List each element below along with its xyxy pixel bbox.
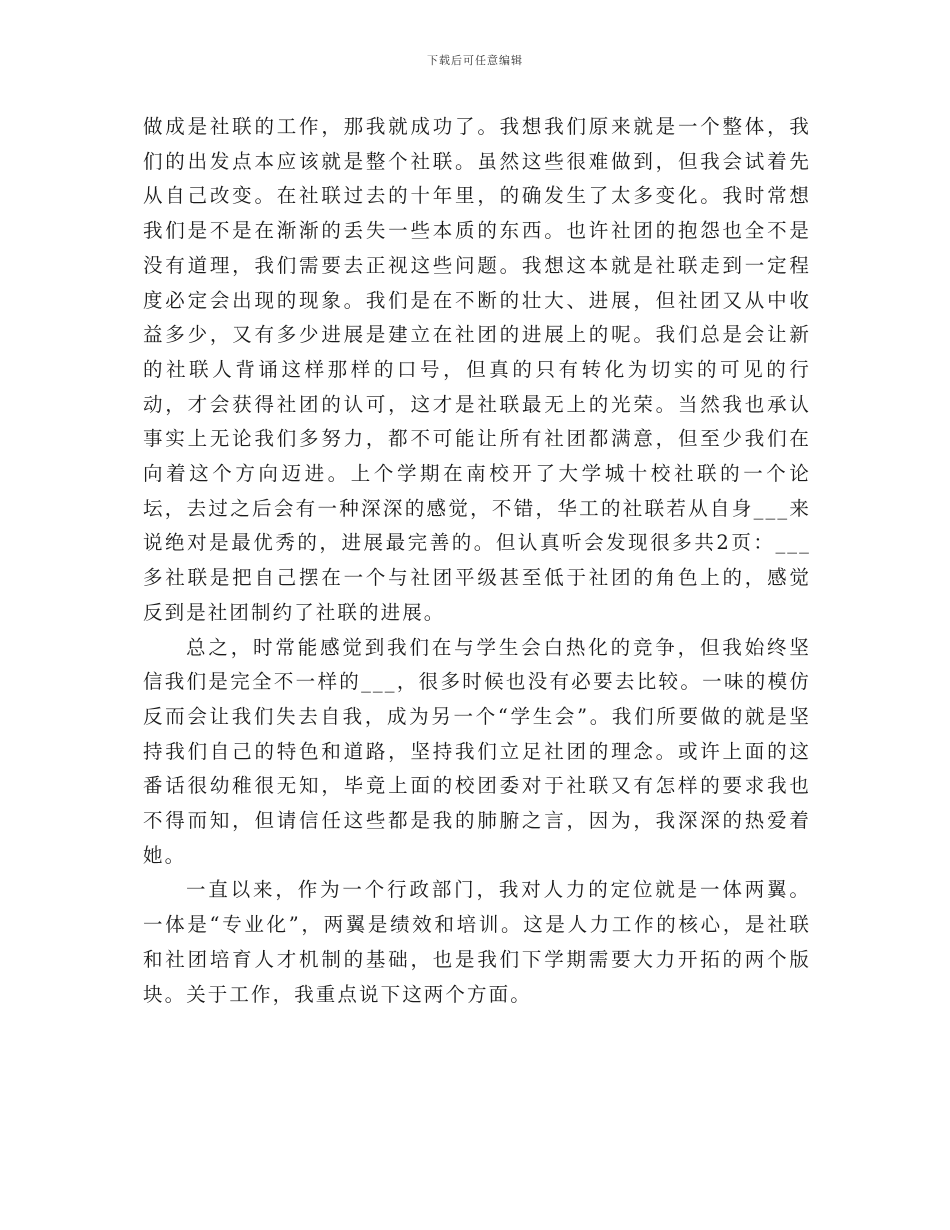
document-body [143,110,811,1012]
paragraph-2: 总之，时常能感觉到我们在与学生会白热化的竞争，但我始终坚信我们是完全不一样的___，很多时候也没有必要去比较。一味的模仿反而会让我们失去自我，成为另一个“学生会”。我们所要做的就是坚持我们自己的特色和道路，坚持我们立足社团的理念。或许上面的这番话很幼稚很无知，毕竟上面的校团委对于社联又有怎样的要求我也不得而知，但请信任这些都是我的肺腑之言，因为，我深深的热爱着她。 [143,635,811,867]
paragraph-1: 做成是社联的工作，那我就成功了。我想我们原来就是一个整体，我们的出发点本应该就是整个社联。虽然这些很难做到，但我会试着先从自己改变。在社联过去的十年里，的确发生了太多变化。我时常想我们是不是在渐渐的丢失一些本质的东西。也许社团的抱怨也全不是没有道理，我们需要去正视这些问题。我想这本就是社联走到一定程度必定会出现的现象。我们是在不断的壮大、进展，但社团又从中收益多少，又有多少进展是建立在社团的进展上的呢。我们总是会让新的社联人背诵这样那样的口号，但真的只有转化为切实的可见的行动，才会获得社团的认可，这才是社联最无上的光荣。当然我也承认事实上无论我们多努力，都不可能让所有社团都满意，但至少我们在向着这个方向迈进。上个学期在南校开了大学城十校社联的一个论坛，去过之后会有一种深深的感觉，不错，华工的社联若从自身___来说绝对是最优秀的，进展最完善的。但认真听会发现很多共2页：___多社联是把自己摆在一个与社团平级甚至低于社团的角色上的，感觉反到是社团制约了社联的进展。 [143,115,811,624]
page-header: 下载后可任意编辑 [427,54,523,67]
paragraph-3: 一直以来，作为一个行政部门，我对人力的定位就是一体两翼。一体是“专业化”，两翼是绩效和培训。这是人力工作的核心，是社联和社团培育人才机制的基础，也是我们下学期需要大力开拓的两个版块。关于工作，我重点说下这两个方面。 [143,878,811,1006]
